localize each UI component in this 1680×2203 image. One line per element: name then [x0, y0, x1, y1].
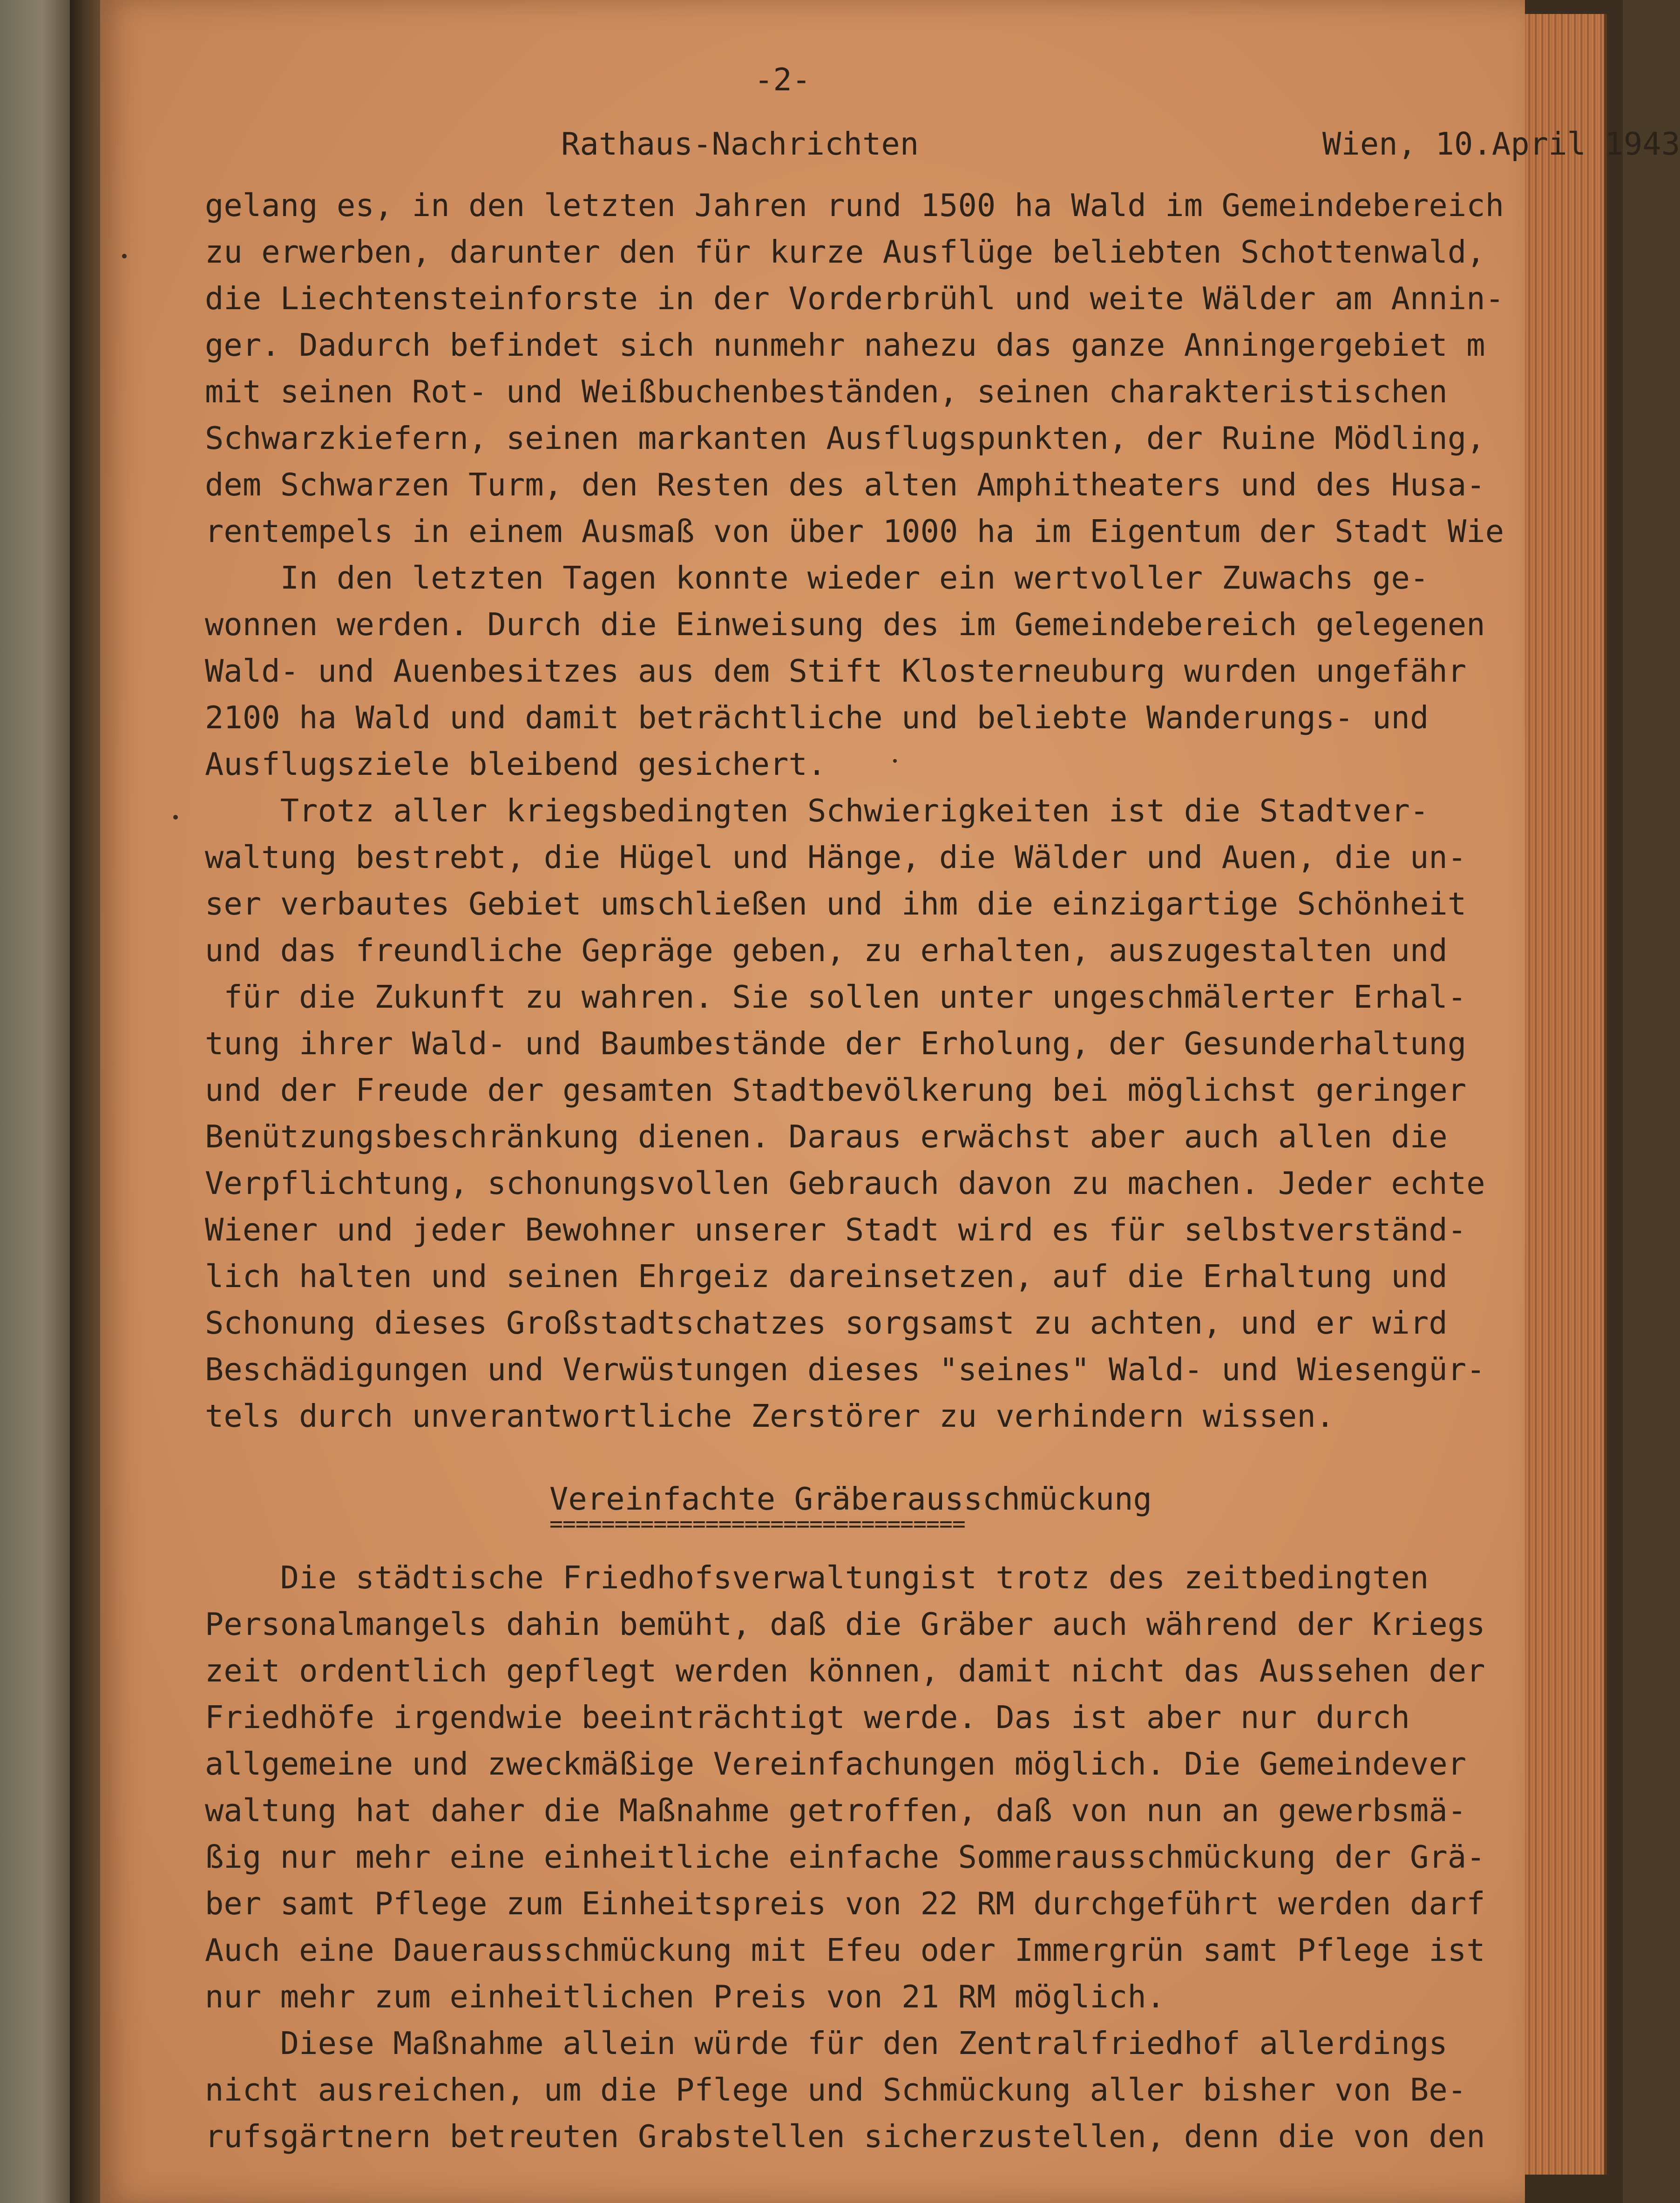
text-line: für die Zukunft zu wahren. Sie sollen unter ungeschmälerter Erhal- — [205, 979, 1467, 1015]
text-line: Ausflugsziele bleibend gesichert. — [205, 746, 826, 782]
text-line: zeit ordentlich gepflegt werden können, damit nicht das Aussehen der — [205, 1653, 1485, 1689]
text-line: Beschädigungen und Verwüstungen dieses "seines" Wald- und Wiesengür- — [205, 1351, 1485, 1388]
text-line: Schwarzkiefern, seinen markanten Ausflugspunkten, der Ruine Mödling, — [205, 420, 1485, 456]
section-title: Vereinfachte Gräberausschmückung — [549, 1481, 1152, 1517]
stacked-page-edges — [1525, 14, 1607, 2175]
adjacent-left-page — [0, 0, 70, 2203]
text-line: In den letzten Tagen konnte wieder ein wertvoller Zuwachs ge- — [205, 560, 1429, 596]
section-underline: ================================ — [549, 1511, 965, 1537]
text-line: die Liechtensteinforste in der Vorderbrühl und weite Wälder am Annin- — [205, 280, 1504, 317]
margin-dot — [173, 815, 178, 820]
text-line: Diese Maßnahme allein würde für den Zentralfriedhof allerdings — [205, 2025, 1448, 2061]
text-line: tung ihrer Wald- und Baumbestände der Erholung, der Gesunderhaltung — [205, 1025, 1467, 1062]
text-line: Wald- und Auenbesitzes aus dem Stift Klosterneuburg wurden ungefähr — [205, 653, 1467, 689]
text-line: Die städtische Friedhofsverwaltungist trotz des zeitbedingten — [205, 1559, 1429, 1596]
text-line: 2100 ha Wald und damit beträchtliche und beliebte Wanderungs- und — [205, 699, 1429, 736]
text-line: Auch eine Dauerausschmückung mit Efeu oder Immergrün samt Pflege ist — [205, 1932, 1485, 1968]
text-line: lich halten und seinen Ehrgeiz dareinsetzen, auf die Erhaltung und — [205, 1258, 1448, 1295]
text-line: Wiener und jeder Bewohner unserer Stadt wird es für selbstverständ- — [205, 1212, 1467, 1248]
text-line: mit seinen Rot- und Weißbuchenbeständen, seinen charakteristischen — [205, 373, 1448, 410]
text-line: Schonung dieses Großstadtschatzes sorgsamst zu achten, und er wird — [205, 1305, 1448, 1341]
text-line: ger. Dadurch befindet sich nunmehr nahezu das ganze Anningergebiet m — [205, 327, 1485, 363]
text-line: allgemeine und zweckmäßige Vereinfachungen möglich. Die Gemeindever — [205, 1746, 1467, 1782]
text-line: Friedhöfe irgendwie beeinträchtigt werde. Das ist aber nur durch — [205, 1699, 1410, 1735]
text-line: Benützungsbeschränkung dienen. Daraus erwächst aber auch allen die — [205, 1118, 1448, 1155]
text-line: ßig nur mehr eine einheitliche einfache Sommerausschmückung der Grä- — [205, 1839, 1485, 1875]
header-date: Wien, 10.April 1943 — [1322, 126, 1680, 162]
text-line: Personalmangels dahin bemüht, daß die Gräber auch während der Kriegs — [205, 1606, 1485, 1642]
text-line: zu erwerben, darunter den für kurze Ausflüge beliebten Schottenwald, — [205, 234, 1485, 270]
text-line: ser verbautes Gebiet umschließen und ihm die einzigartige Schönheit — [205, 886, 1467, 922]
book-binding — [70, 0, 102, 2203]
text-line: waltung hat daher die Maßnahme getroffen, daß von nun an gewerbsmä- — [205, 1792, 1467, 1829]
margin-dot — [122, 254, 127, 258]
page-number: -2- — [754, 61, 811, 98]
text-line: Trotz aller kriegsbedingten Schwierigkeiten ist die Stadtver- — [205, 793, 1429, 829]
page-text — [205, 0, 1680, 2203]
text-line: rentempels in einem Ausmaß von über 1000 ha im Eigentum der Stadt Wie — [205, 513, 1504, 549]
text-line: nicht ausreichen, um die Pflege und Schmückung aller bisher von Be- — [205, 2072, 1467, 2108]
text-line: ber samt Pflege zum Einheitspreis von 22 RM durchgeführt werden darf — [205, 1885, 1485, 1922]
text-line: wonnen werden. Durch die Einweisung des im Gemeindebereich gelegenen — [205, 606, 1485, 643]
text-line: rufsgärtnern betreuten Grabstellen sicherzustellen, denn die von den — [205, 2118, 1485, 2155]
header-publication: Rathaus-Nachrichten — [561, 126, 919, 162]
text-line: und das freundliche Gepräge geben, zu erhalten, auszugestalten und — [205, 932, 1448, 969]
text-line: gelang es, in den letzten Jahren rund 1500 ha Wald im Gemeindebereich — [205, 187, 1504, 224]
text-line: nur mehr zum einheitlichen Preis von 21 RM möglich. — [205, 1979, 1165, 2015]
text-line: dem Schwarzen Turm, den Resten des alten Amphitheaters und des Husa- — [205, 467, 1485, 503]
text-line: tels durch unverantwortliche Zerstörer zu verhindern wissen. — [205, 1398, 1335, 1434]
text-line: waltung bestrebt, die Hügel und Hänge, die Wälder und Auen, die un- — [205, 839, 1467, 875]
text-line: Verpflichtung, schonungsvollen Gebrauch davon zu machen. Jeder echte — [205, 1165, 1485, 1201]
text-line: und der Freude der gesamten Stadtbevölkerung bei möglichst geringer — [205, 1072, 1467, 1108]
